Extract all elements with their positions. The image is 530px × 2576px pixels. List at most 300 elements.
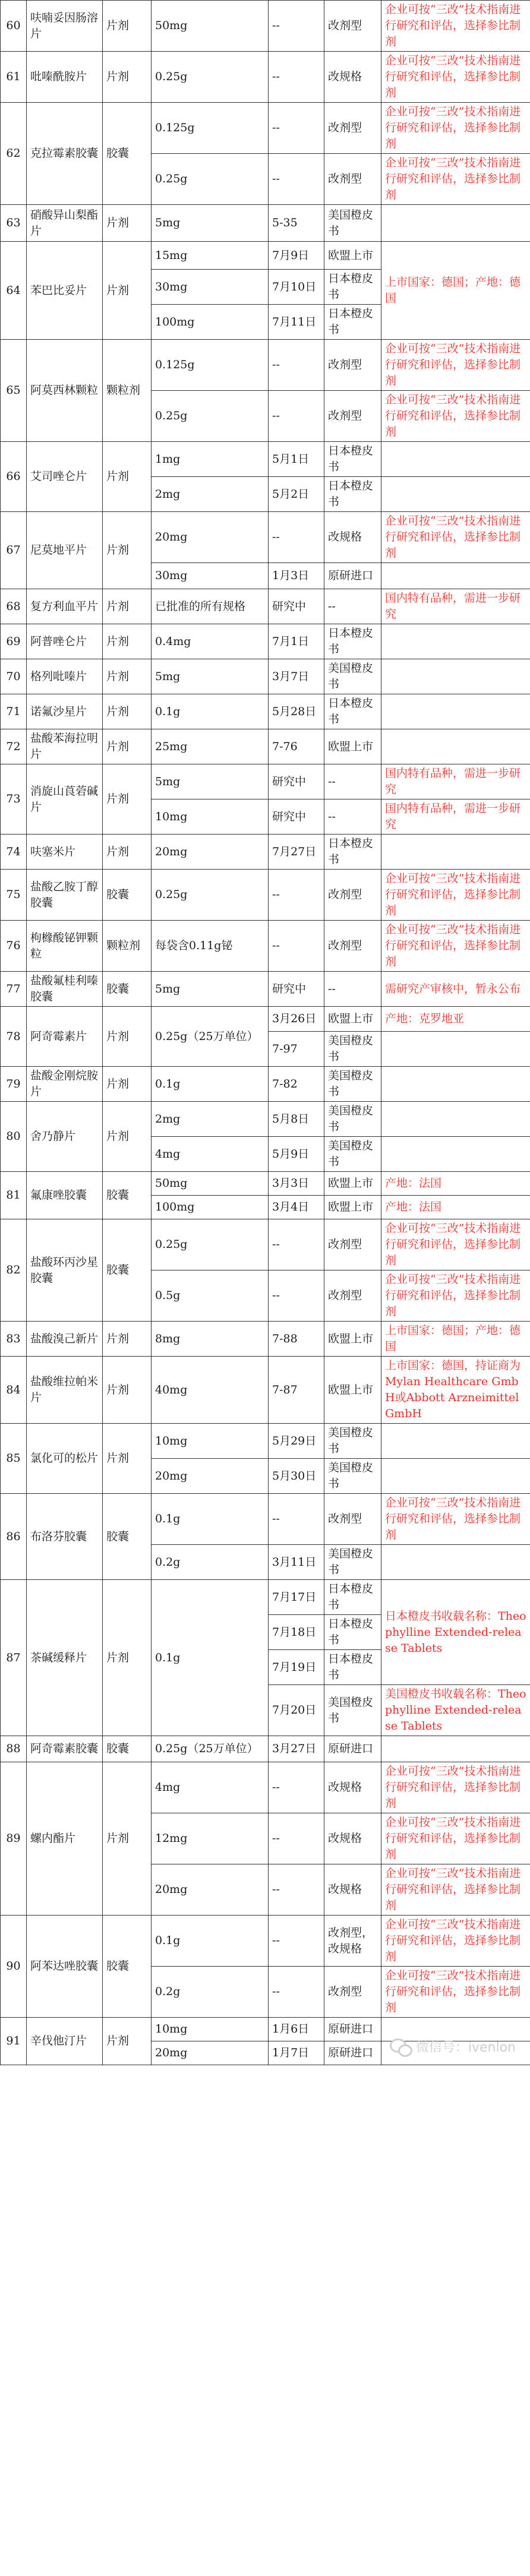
note-cell: 企业可按“三改”技术指南进行研究和评估，选择参比制剂 [381,391,530,442]
watermark-text: 微信号：ivenlon [415,2040,516,2055]
drug-name-cell: 盐酸乙胺丁醇胶囊 [27,870,103,921]
seq-cell: 89 [1,1762,27,1916]
dosage-form-cell: 片剂 [103,512,152,589]
source-cell: 美国橙皮书 [324,1459,381,1494]
table-row [1,1580,530,1615]
source-cell: 欧盟上市 [324,729,381,764]
strength-cell: 10mg [152,1424,269,1459]
drug-name-cell: 吡嗪酰胺片 [27,52,103,103]
ref-no-cell: 1月6日 [269,2018,324,2041]
strength-cell: 20mg [152,2041,269,2065]
table-row [1,729,530,764]
seq-cell: 74 [1,835,27,870]
dosage-form-cell: 片剂 [103,624,152,659]
note-cell: 企业可按“三改”技术指南进行研究和评估，选择参比制剂 [381,1494,530,1545]
seq-cell: 80 [1,1102,27,1172]
ref-no-cell: 7月11日 [269,305,324,340]
ref-no-cell: -- [269,1270,324,1322]
strength-cell: 2mg [152,477,269,512]
seq-cell: 82 [1,1219,27,1322]
ref-no-cell: 5-35 [269,205,324,242]
source-cell: 改剂型 [324,1,381,52]
drug-name-cell: 艾司唑仑片 [27,442,103,512]
dosage-form-cell: 片剂 [103,1067,152,1102]
dosage-form-cell: 颗粒剂 [103,340,152,442]
ref-no-cell: 7-87 [269,1357,324,1424]
strength-cell: 100mg [152,305,269,340]
note-cell: 产地：法国 [381,1196,530,1219]
table-row [1,1172,530,1196]
ref-no-cell: 5月29日 [269,1424,324,1459]
source-cell: 改剂型 [324,1270,381,1322]
source-cell: 改剂型 [324,391,381,442]
dosage-form-cell: 颗粒剂 [103,921,152,972]
source-cell: 美国橙皮书 [324,205,381,242]
ref-no-cell: 研究中 [269,972,324,1007]
dosage-form-cell: 片剂 [103,659,152,694]
drug-name-cell: 诺氟沙星片 [27,694,103,729]
seq-cell: 78 [1,1007,27,1067]
table-row [1,1494,530,1545]
strength-cell: 0.1g [152,1067,269,1102]
strength-cell: 0.25g [152,870,269,921]
ref-no-cell: 1月7日 [269,2041,324,2065]
note-cell: 企业可按“三改”技术指南进行研究和评估，选择参比制剂 [381,512,530,563]
ref-no-cell: 7-97 [269,1032,324,1067]
seq-cell: 86 [1,1494,27,1580]
seq-cell: 67 [1,512,27,589]
ref-no-cell: -- [269,1967,324,2018]
table-row [1,1357,530,1424]
note-cell: 企业可按“三改”技术指南进行研究和评估，选择参比制剂 [381,1967,530,2018]
ref-no-cell: -- [269,52,324,103]
dosage-form-cell: 胶囊 [103,870,152,921]
dosage-form-cell: 胶囊 [103,1736,152,1762]
drug-name-cell: 螺内酯片 [27,1762,103,1916]
drug-name-cell: 辛伐他汀片 [27,2018,103,2065]
seq-cell: 87 [1,1580,27,1736]
strength-cell: 50mg [152,1172,269,1196]
source-cell: 改剂型 [324,921,381,972]
note-cell: 国内特有品种，需进一步研究 [381,589,530,624]
drug-name-cell: 呋塞米片 [27,835,103,870]
note-cell [381,1545,530,1580]
dosage-form-cell: 胶囊 [103,972,152,1007]
note-cell: 企业可按“三改”技术指南进行研究和评估，选择参比制剂 [381,1762,530,1813]
dosage-form-cell: 片剂 [103,729,152,764]
source-cell: 改剂型 [324,1967,381,2018]
note-cell: 企业可按“三改”技术指南进行研究和评估，选择参比制剂 [381,870,530,921]
ref-no-cell: -- [269,1,324,52]
source-cell: 改剂型 [324,103,381,154]
dosage-form-cell: 片剂 [103,694,152,729]
strength-cell: 0.25g（25万单位） [152,1736,269,1762]
note-cell [381,1137,530,1172]
source-cell: 日本橙皮书 [324,835,381,870]
source-cell: -- [324,764,381,799]
strength-cell: 0.1g [152,1494,269,1545]
note-cell: 上市国家：德国；产地：德国 [381,1322,530,1357]
ref-no-cell: 7月19日 [269,1650,324,1685]
strength-cell: 0.25g [152,52,269,103]
strength-cell: 0.4mg [152,624,269,659]
ref-no-cell: 7月17日 [269,1580,324,1615]
source-cell: 日本橙皮书 [324,1650,381,1685]
drug-name-cell: 盐酸溴己新片 [27,1322,103,1357]
ref-no-cell: -- [269,1494,324,1545]
dosage-form-cell: 片剂 [103,835,152,870]
table-row [1,1007,530,1032]
dosage-form-cell: 片剂 [103,1,152,52]
seq-cell: 62 [1,103,27,205]
note-cell [381,694,530,729]
note-cell: 企业可按“三改”技术指南进行研究和评估，选择参比制剂 [381,1270,530,1322]
source-cell: 改规格 [324,1762,381,1813]
source-cell: 原研进口 [324,2041,381,2065]
seq-cell: 73 [1,764,27,835]
strength-cell: 2mg [152,1102,269,1137]
seq-cell: 72 [1,729,27,764]
drug-name-cell: 阿莫西林颗粒 [27,340,103,442]
strength-cell: 5mg [152,764,269,799]
table-row [1,1,530,52]
drug-name-cell: 阿普唑仑片 [27,624,103,659]
strength-cell: 5mg [152,205,269,242]
wechat-icon [390,2038,411,2055]
strength-cell: 0.25g [152,391,269,442]
source-cell: 美国橙皮书 [324,1137,381,1172]
note-cell: 产地：克罗地亚 [381,1007,530,1032]
source-cell: 改剂型 [324,870,381,921]
drug-name-cell: 阿奇霉素片 [27,1007,103,1067]
source-cell: 改规格 [324,52,381,103]
note-cell: 企业可按“三改”技术指南进行研究和评估，选择参比制剂 [381,1864,530,1916]
strength-cell: 5mg [152,659,269,694]
source-cell: 原研进口 [324,2018,381,2041]
note-cell [381,624,530,659]
table-row [1,1916,530,1967]
table-row [1,589,530,624]
ref-no-cell: 7月10日 [269,270,324,305]
strength-cell: 0.1g [152,694,269,729]
source-cell: 美国橙皮书 [324,659,381,694]
dosage-form-cell: 片剂 [103,1102,152,1172]
seq-cell: 64 [1,242,27,340]
source-cell: 改剂型 [324,154,381,205]
drug-name-cell: 盐酸维拉帕米片 [27,1357,103,1424]
strength-cell: 已批准的所有规格 [152,589,269,624]
drug-name-cell: 消旋山莨菪碱片 [27,764,103,835]
seq-cell: 79 [1,1067,27,1102]
ref-no-cell: 5月1日 [269,442,324,477]
table-row [1,1102,530,1137]
source-cell: 美国橙皮书 [324,1067,381,1102]
source-cell: 改剂型，改规格 [324,1916,381,1967]
seq-cell: 65 [1,340,27,442]
drug-name-cell: 舍乃静片 [27,1102,103,1172]
ref-no-cell: -- [269,921,324,972]
note-cell: 企业可按“三改”技术指南进行研究和评估，选择参比制剂 [381,921,530,972]
dosage-form-cell: 片剂 [103,442,152,512]
table-row [1,340,530,391]
seq-cell: 85 [1,1424,27,1494]
note-cell: 企业可按“三改”技术指南进行研究和评估，选择参比制剂 [381,340,530,391]
dosage-form-cell: 胶囊 [103,1219,152,1322]
note-cell [381,659,530,694]
drug-name-cell: 硝酸异山梨酯片 [27,205,103,242]
table-row [1,52,530,103]
strength-cell: 10mg [152,2018,269,2041]
dosage-form-cell: 片剂 [103,764,152,835]
source-cell: 日本橙皮书 [324,305,381,340]
seq-cell: 77 [1,972,27,1007]
ref-no-cell: -- [269,1916,324,1967]
seq-cell: 83 [1,1322,27,1357]
strength-cell: 5mg [152,972,269,1007]
table-row [1,870,530,921]
ref-no-cell: -- [269,512,324,563]
table-row [1,921,530,972]
ref-no-cell: 5月28日 [269,694,324,729]
note-cell: 上市国家：德国；产地：德国 [381,242,530,340]
note-cell: 企业可按“三改”技术指南进行研究和评估，选择参比制剂 [381,1813,530,1864]
dosage-form-cell: 片剂 [103,1580,152,1736]
seq-cell: 75 [1,870,27,921]
seq-cell: 90 [1,1916,27,2018]
drug-name-cell: 克拉霉素胶囊 [27,103,103,205]
strength-cell: 0.1g [152,1580,269,1736]
note-cell: 需研究产审核中，暂永公布 [381,972,530,1007]
dosage-form-cell: 片剂 [103,52,152,103]
source-cell: 日本橙皮书 [324,270,381,305]
source-cell: 美国橙皮书 [324,1424,381,1459]
dosage-form-cell: 片剂 [103,1424,152,1494]
drug-name-cell: 阿苯达唑胶囊 [27,1916,103,2018]
note-cell [381,563,530,589]
strength-cell: 0.125g [152,103,269,154]
dosage-form-cell: 片剂 [103,2018,152,2065]
source-cell: 改剂型 [324,1494,381,1545]
seq-cell: 91 [1,2018,27,2065]
source-cell: 日本橙皮书 [324,477,381,512]
ref-no-cell: 3月3日 [269,1172,324,1196]
ref-no-cell: -- [269,870,324,921]
dosage-form-cell: 片剂 [103,242,152,340]
note-cell [381,1424,530,1459]
source-cell: 改规格 [324,1864,381,1916]
seq-cell: 68 [1,589,27,624]
drug-name-cell: 格列吡嗪片 [27,659,103,694]
ref-no-cell: -- [269,1813,324,1864]
strength-cell: 0.2g [152,1545,269,1580]
table-row [1,764,530,799]
strength-cell: 0.25g [152,1219,269,1270]
ref-no-cell: 3月7日 [269,659,324,694]
ref-no-cell: 7-76 [269,729,324,764]
table-row [1,1219,530,1270]
source-cell: 欧盟上市 [324,1357,381,1424]
ref-no-cell: 7月18日 [269,1615,324,1650]
source-cell: 改规格 [324,1813,381,1864]
source-cell: 美国橙皮书 [324,1102,381,1137]
source-cell: 改剂型 [324,340,381,391]
ref-no-cell: -- [269,103,324,154]
source-cell: 欧盟上市 [324,242,381,270]
drug-name-cell: 氯化可的松片 [27,1424,103,1494]
ref-no-cell: 研究中 [269,589,324,624]
ref-no-cell: -- [269,340,324,391]
strength-cell: 30mg [152,563,269,589]
drug-name-cell: 茶碱缓释片 [27,1580,103,1736]
note-cell [381,477,530,512]
note-cell [381,835,530,870]
ref-no-cell: 1月3日 [269,563,324,589]
note-cell [381,1459,530,1494]
ref-no-cell: 5月2日 [269,477,324,512]
strength-cell: 30mg [152,270,269,305]
ref-no-cell: 7-82 [269,1067,324,1102]
source-cell: 改剂型 [324,1219,381,1270]
source-cell: 原研进口 [324,1736,381,1762]
dosage-form-cell: 片剂 [103,1357,152,1424]
strength-cell: 12mg [152,1813,269,1864]
dosage-form-cell: 胶囊 [103,1494,152,1580]
source-cell: -- [324,972,381,1007]
source-cell: 欧盟上市 [324,1007,381,1032]
table-row [1,242,530,270]
drug-name-cell: 尼莫地平片 [27,512,103,589]
table-row [1,972,530,1007]
ref-no-cell: 5月9日 [269,1137,324,1172]
strength-cell: 每袋含0.11g铋 [152,921,269,972]
strength-cell: 0.1g [152,1916,269,1967]
seq-cell: 81 [1,1172,27,1219]
drug-name-cell: 盐酸氟桂利嗪胶囊 [27,972,103,1007]
table-row [1,1424,530,1459]
strength-cell: 0.2g [152,1967,269,2018]
note-cell [381,1032,530,1067]
note-cell: 企业可按“三改”技术指南进行研究和评估，选择参比制剂 [381,1,530,52]
source-cell: 欧盟上市 [324,1322,381,1357]
seq-cell: 69 [1,624,27,659]
strength-cell: 0.125g [152,340,269,391]
strength-cell: 0.5g [152,1270,269,1322]
strength-cell: 4mg [152,1762,269,1813]
table-row [1,1322,530,1357]
strength-cell: 1mg [152,442,269,477]
strength-cell: 0.25g [152,154,269,205]
table-row [1,694,530,729]
drug-name-cell: 枸橼酸铋钾颗粒 [27,921,103,972]
strength-cell: 8mg [152,1322,269,1357]
note-cell: 产地：法国 [381,1172,530,1196]
strength-cell: 10mg [152,799,269,835]
strength-cell: 20mg [152,835,269,870]
note-cell: 企业可按“三改”技术指南进行研究和评估，选择参比制剂 [381,1219,530,1270]
seq-cell: 70 [1,659,27,694]
note-cell: 国内特有品种，需进一步研究 [381,764,530,799]
strength-cell: 20mg [152,512,269,563]
table-row [1,1067,530,1102]
dosage-form-cell: 胶囊 [103,103,152,205]
seq-cell: 66 [1,442,27,512]
ref-no-cell: 3月26日 [269,1007,324,1032]
seq-cell: 61 [1,52,27,103]
note-cell: 上市国家：德国，持证商为Mylan Healthcare GmbH或Abbott Arzneimittel GmbH [381,1357,530,1424]
dosage-form-cell: 片剂 [103,1322,152,1357]
seq-cell: 60 [1,1,27,52]
ref-no-cell: 7月9日 [269,242,324,270]
dosage-form-cell: 胶囊 [103,1172,152,1219]
table-body [1,1,530,2065]
strength-cell: 40mg [152,1357,269,1424]
seq-cell: 88 [1,1736,27,1762]
source-cell: 美国橙皮书 [324,1032,381,1067]
note-cell [381,205,530,242]
note-cell: 企业可按“三改”技术指南进行研究和评估，选择参比制剂 [381,1916,530,1967]
drug-name-cell: 盐酸环丙沙星胶囊 [27,1219,103,1322]
seq-cell: 71 [1,694,27,729]
table-row [1,624,530,659]
ref-no-cell: 7月27日 [269,835,324,870]
ref-no-cell: 7-88 [269,1322,324,1357]
table-row [1,442,530,477]
strength-cell: 25mg [152,729,269,764]
ref-no-cell: 3月4日 [269,1196,324,1219]
drug-name-cell: 布洛芬胶囊 [27,1494,103,1580]
ref-no-cell: 7月1日 [269,624,324,659]
drug-name-cell: 复方利血平片 [27,589,103,624]
table-row [1,659,530,694]
drug-name-cell: 苯巴比妥片 [27,242,103,340]
source-cell: -- [324,589,381,624]
note-cell: 国内特有品种，需进一步研究 [381,799,530,835]
table-row [1,512,530,563]
source-cell: 美国橙皮书 [324,1685,381,1736]
strength-cell: 50mg [152,1,269,52]
ref-no-cell: 5月8日 [269,1102,324,1137]
ref-no-cell: -- [269,154,324,205]
ref-no-cell: -- [269,391,324,442]
strength-cell: 0.25g（25万单位） [152,1007,269,1067]
seq-cell: 76 [1,921,27,972]
source-cell: -- [324,799,381,835]
table-row [1,1762,530,1813]
note-cell [381,1102,530,1137]
table-row [1,103,530,154]
source-cell: 日本橙皮书 [324,624,381,659]
ref-no-cell: 3月11日 [269,1545,324,1580]
ref-no-cell: 7月20日 [269,1685,324,1736]
table-row [1,835,530,870]
ref-no-cell: 3月27日 [269,1736,324,1762]
dosage-form-cell: 片剂 [103,1007,152,1067]
note-cell [381,442,530,477]
strength-cell: 20mg [152,1459,269,1494]
note-cell [381,1067,530,1102]
ref-no-cell: -- [269,1219,324,1270]
dosage-form-cell: 胶囊 [103,1916,152,2018]
dosage-form-cell: 片剂 [103,1762,152,1916]
source-cell: 美国橙皮书 [324,1545,381,1580]
note-cell: 日本橙皮书收载名称：Theophylline Extended-release Tablets [381,1580,530,1685]
dosage-form-cell: 片剂 [103,589,152,624]
note-cell [381,1736,530,1762]
dosage-form-cell: 片剂 [103,205,152,242]
drug-name-cell: 呋喃妥因肠溶片 [27,1,103,52]
ref-no-cell: -- [269,1762,324,1813]
note-cell [381,729,530,764]
